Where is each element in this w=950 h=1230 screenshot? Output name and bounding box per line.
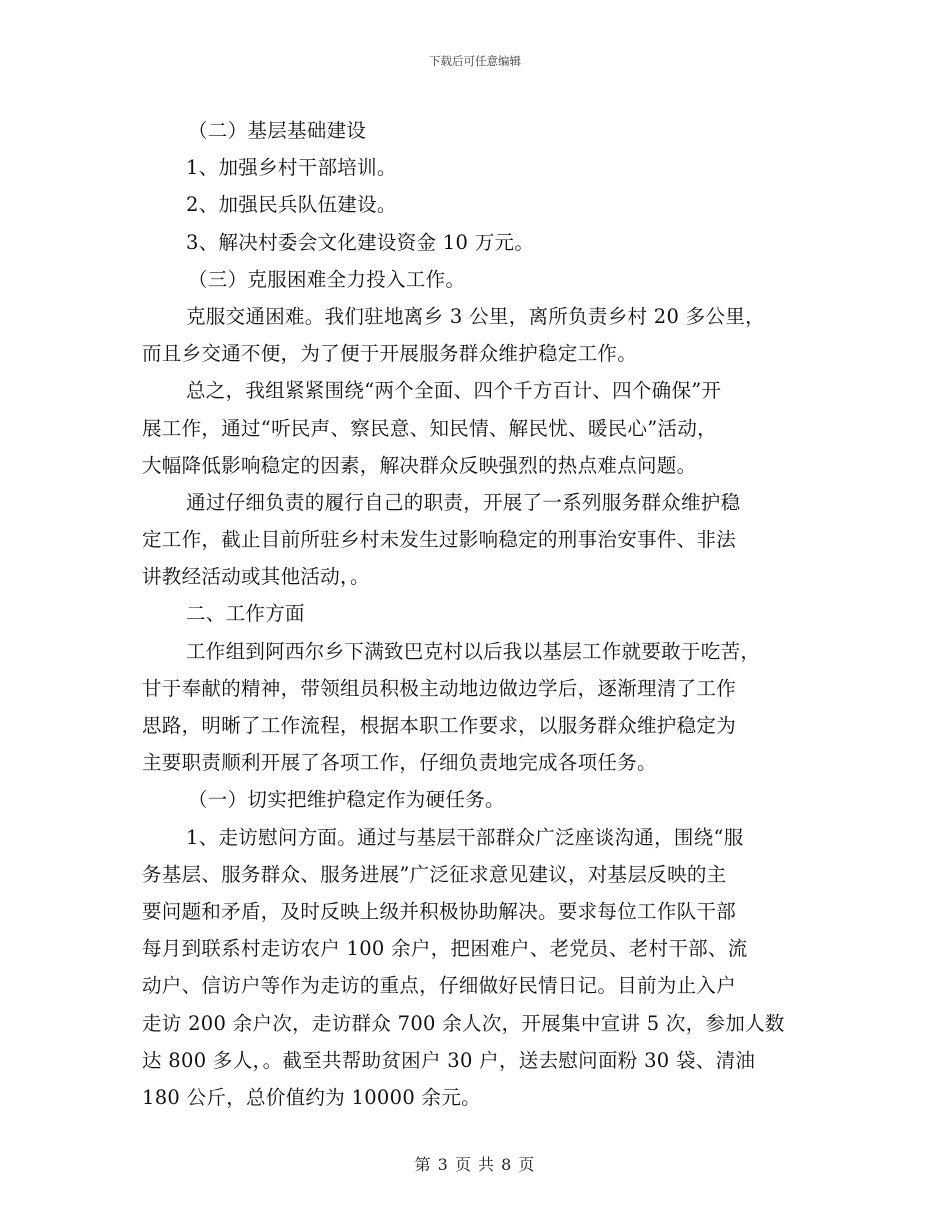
paragraph-line: 大幅降低影响稳定的因素，解决群众反映强烈的热点难点问题。 [142,453,697,477]
paragraph-line: 甘于奉献的精神，带领组员积极主动地边做边学后，逐渐理清了工作 [142,676,737,700]
paragraph-line: 每月到联系村走访农户 100 余户，把困难户、老党员、老村干部、流 [142,937,748,961]
document-body [142,112,810,1116]
section-heading: （三）克服困难全力投入工作。 [188,267,466,291]
paragraph-line: 要问题和矛盾，及时反映上级并积极协助解决。要求每位工作队干部 [142,899,737,923]
section-heading: 二、工作方面 [186,602,305,626]
page-header-note: 下载后可任意编辑 [429,54,521,68]
paragraph-line: 1、走访慰问方面。通过与基层干部群众广泛座谈沟通，围绕“服 [186,825,744,849]
list-item: 3、解决村委会文化建设资金 10 万元。 [186,230,535,254]
list-item: 2、加强民兵队伍建设。 [186,193,397,217]
paragraph-line: 总之，我组紧紧围绕“两个全面、四个千方百计、四个确保”开 [186,379,722,403]
paragraph-line: 展工作，通过“听民声、察民意、知民情、解民忧、暖民心”活动， [142,416,717,440]
page-number-footer: 第 3 页 共 8 页 [414,1155,536,1174]
paragraph-line: 动户、信访户等作为走访的重点，仔细做好民情日记。目前为止入户 [142,974,737,998]
list-item: 1、加强乡村干部培训。 [186,156,397,180]
section-heading: （一）切实把维护稳定作为硬任务。 [188,788,505,812]
paragraph-line: 务基层、服务群众、服务进展”广泛征求意见建议，对基层反映的主 [142,862,727,886]
paragraph-line: 克服交通困难。我们驻地离乡 3 公里，离所负责乡村 20 多公里， [186,304,765,328]
paragraph-line: 讲教经活动或其他活动，。 [142,565,370,589]
paragraph-line: 思路，明晰了工作流程，根据本职工作要求，以服务群众维护稳定为 [142,714,737,737]
paragraph-line: 工作组到阿西尔乡下满致巴克村以后我以基层工作就要敢于吃苦， [186,639,761,663]
paragraph-line: 定工作，截止目前所驻乡村未发生过影响稳定的刑事治安事件、非法 [142,528,737,552]
paragraph-line: 主要职责顺利开展了各项工作，仔细负责地完成各项任务。 [142,751,657,775]
paragraph-line: 走访 200 余户次，走访群众 700 余人次，开展集中宣讲 5 次，参加人数 [142,1011,785,1035]
section-heading: （二）基层基础建设 [188,119,367,142]
paragraph-line: 180 公斤，总价值约为 10000 余元。 [142,1085,481,1109]
paragraph-line: 达 800 多人，。截至共帮助贫困户 30 户，送去慰问面粉 30 袋、清油 [142,1048,756,1072]
paragraph-line: 通过仔细负责的履行自己的职责，开展了一系列服务群众维护稳 [186,490,741,514]
paragraph-line: 而且乡交通不便，为了便于开展服务群众维护稳定工作。 [142,342,638,366]
